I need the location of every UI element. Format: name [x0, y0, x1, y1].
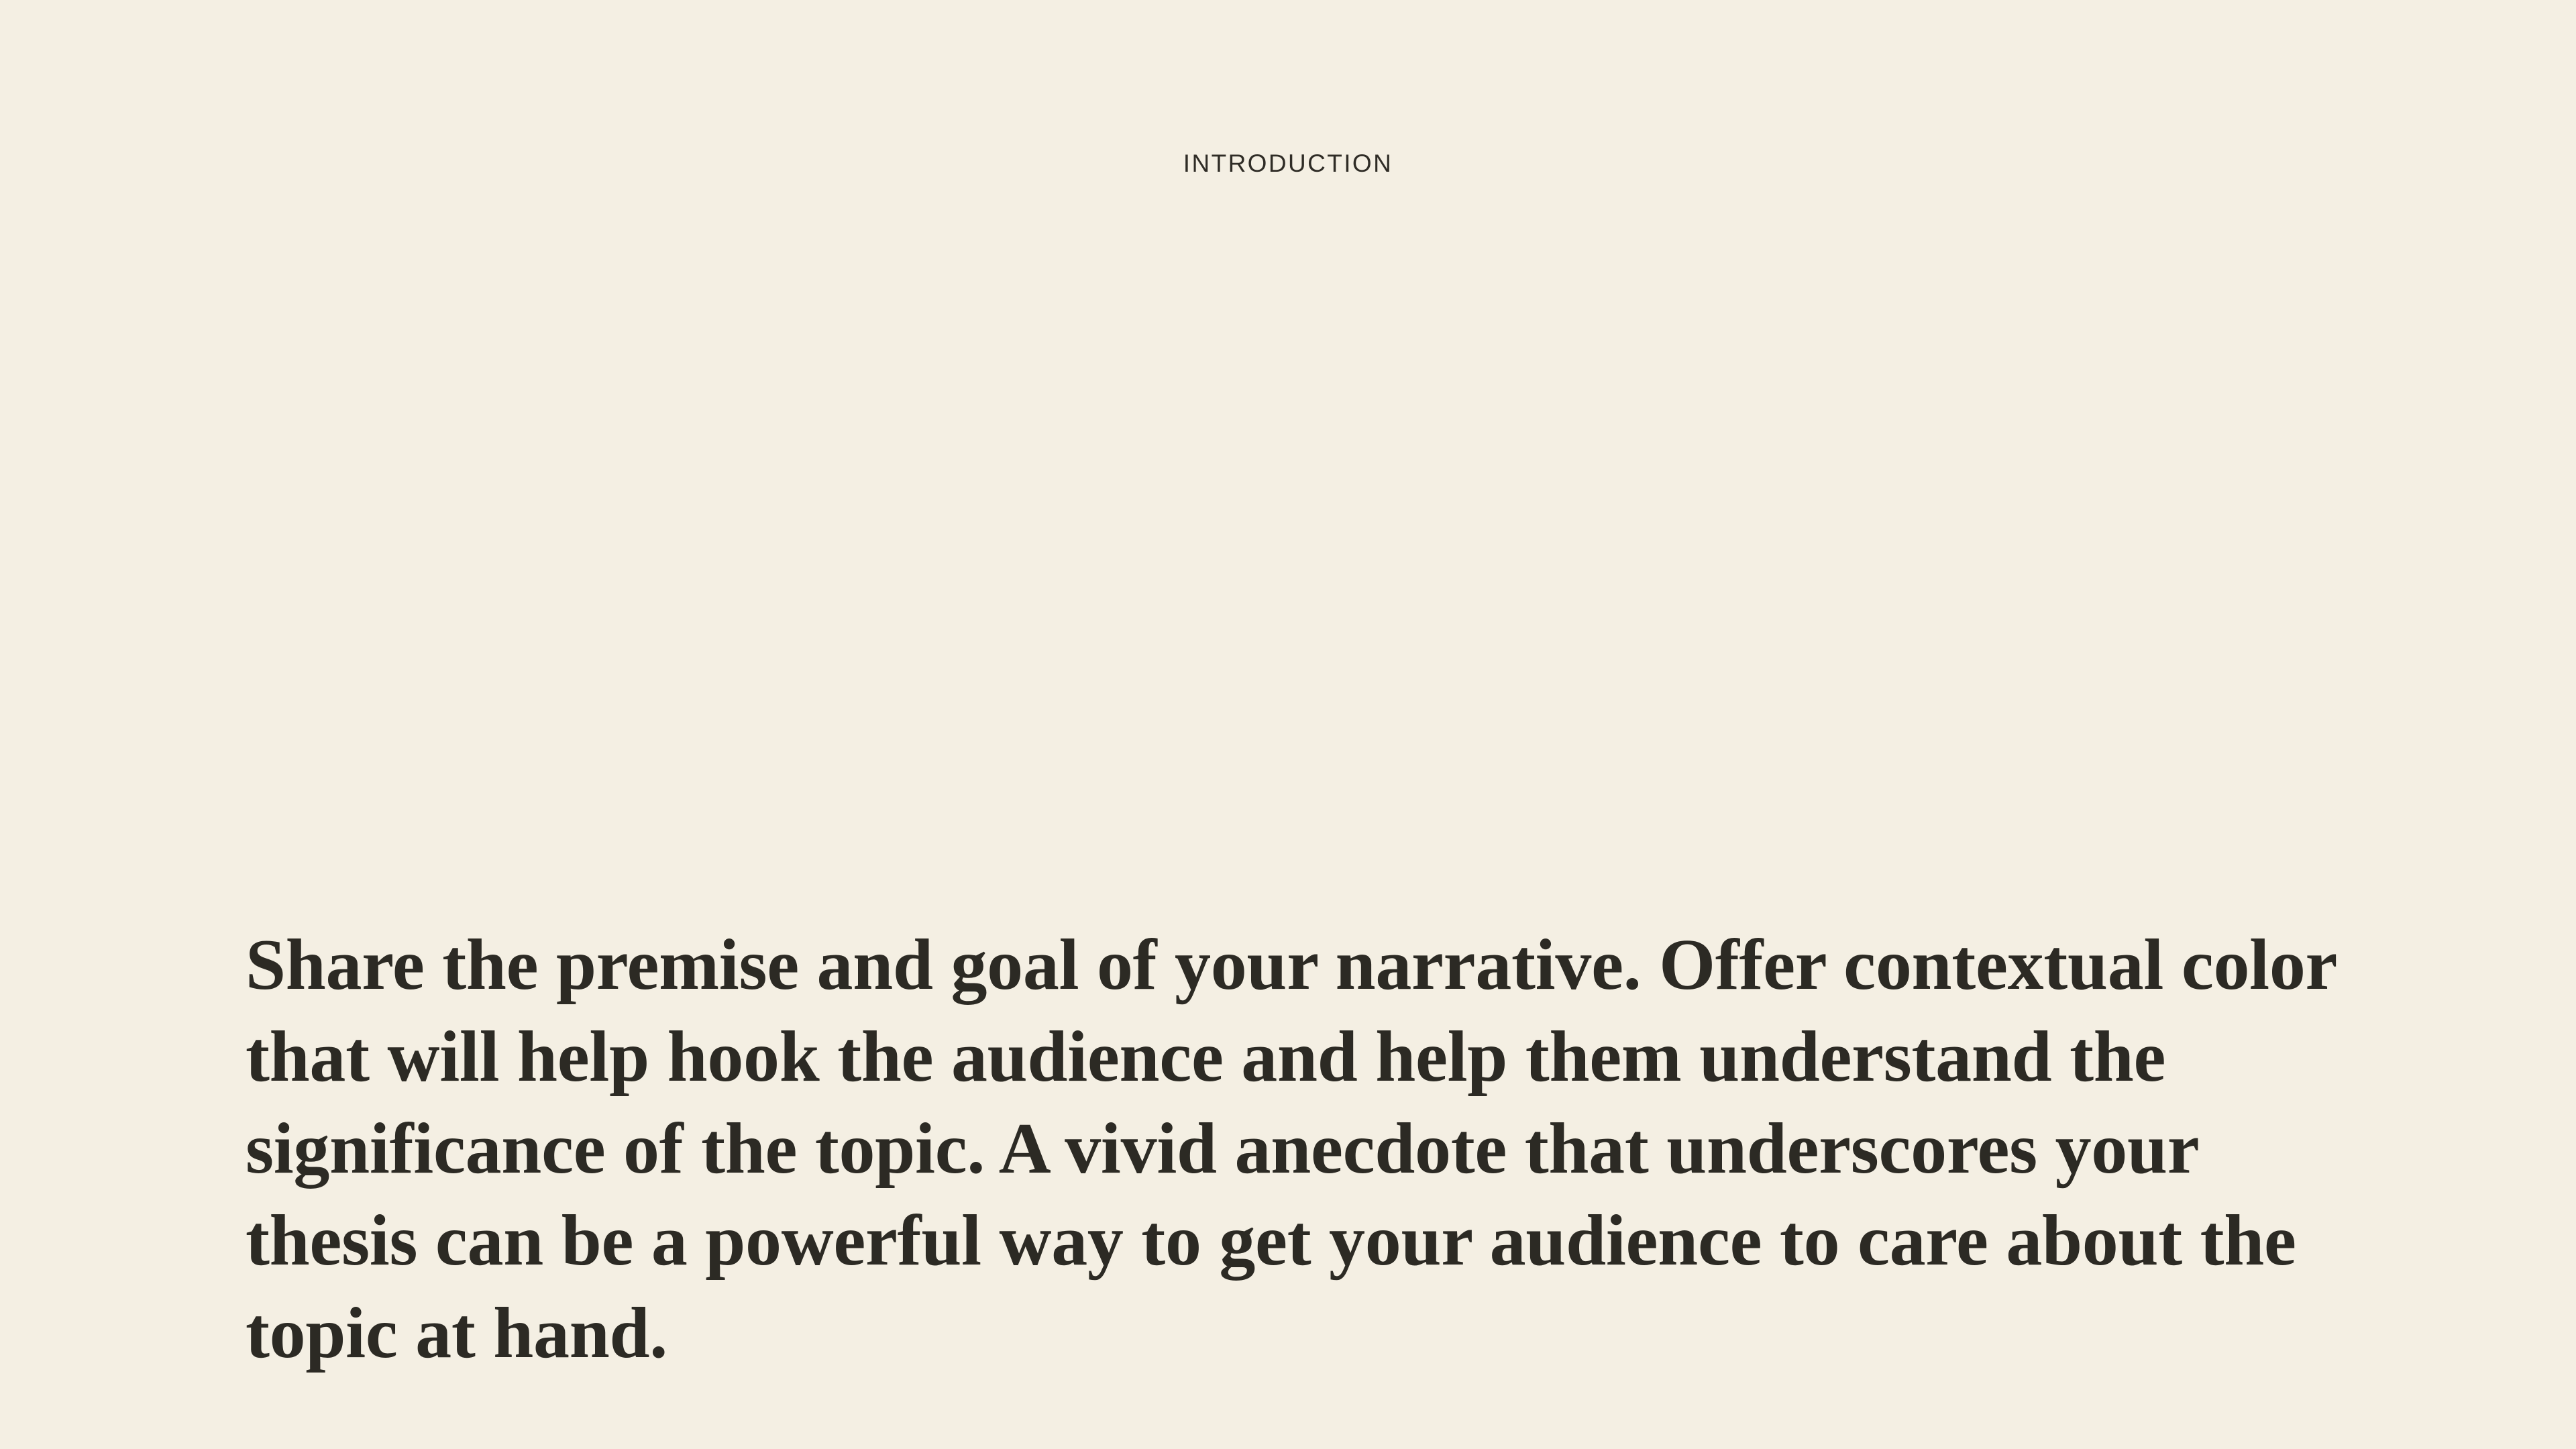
section-eyebrow-label: INTRODUCTION: [1183, 150, 1393, 177]
body-text-block: [246, 919, 2352, 1379]
body-paragraph: Share the premise and goal of your narrative. Offer contextual color that will help hook the audience and help them understand the significance of the topic. A vivid anecdote that underscores your thesis can be a powerful way to get your audience to care about the topic at hand.: [246, 925, 2337, 1373]
